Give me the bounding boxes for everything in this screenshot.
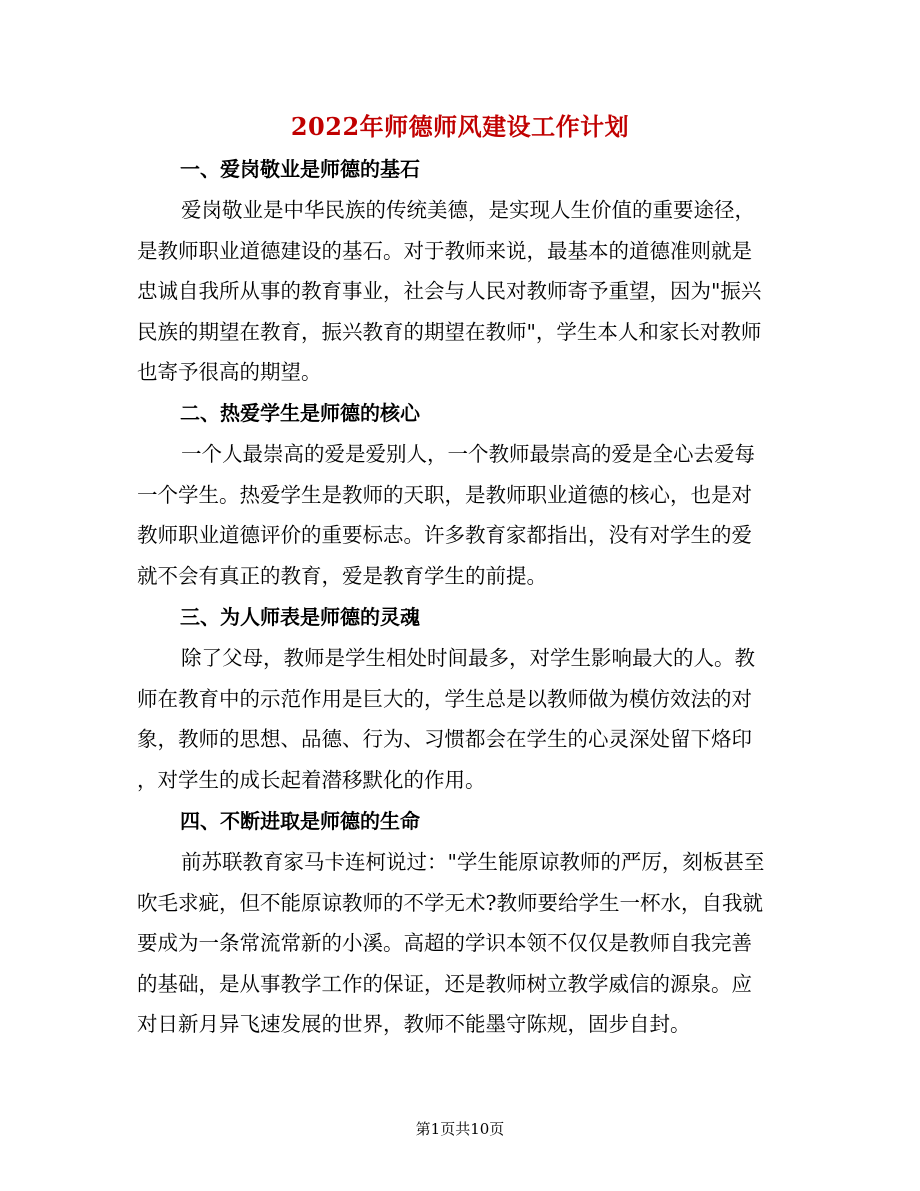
paragraph-line: 前苏联教育家马卡连柯说过："学生能原谅教师的严厉，刻板甚至 bbox=[181, 850, 765, 874]
section-heading-4: 四、不断进取是师德的生命 bbox=[180, 809, 420, 833]
paragraph-line: ，对学生的成长起着潜移默化的作用。 bbox=[137, 767, 486, 792]
paragraph-line: 是教师职业道德建设的基石。对于教师来说，最基本的道德准则就是 bbox=[137, 238, 752, 263]
paragraph-line: 的基础，是从事教学工作的保证，还是教师树立教学威信的源泉。应 bbox=[137, 971, 752, 996]
paragraph-line: 象，教师的思想、品德、行为、习惯都会在学生的心灵深处留下烙印 bbox=[137, 727, 752, 751]
document-title: 2022年师德师风建设工作计划 bbox=[290, 112, 630, 141]
page-footer: 第1页共10页 bbox=[415, 1120, 505, 1138]
paragraph-line: 民族的期望在教育，振兴教育的期望在教师"，学生本人和家长对教师 bbox=[137, 319, 762, 344]
paragraph-line: 忠诚自我所从事的教育事业，社会与人民对教师寄予重望，因为"振兴 bbox=[137, 279, 762, 303]
section-paragraph-1 bbox=[137, 190, 797, 393]
section-heading-3: 三、为人师表是师德的灵魂 bbox=[180, 605, 420, 629]
section-heading-1: 一、爱岗敬业是师德的基石 bbox=[180, 157, 420, 181]
paragraph-line: 要成为一条常流常新的小溪。高超的学识本领不仅仅是教师自我完善 bbox=[137, 931, 752, 955]
paragraph-line: 一个学生。热爱学生是教师的天职，是教师职业道德的核心，也是对 bbox=[137, 482, 752, 507]
section-paragraph-3 bbox=[137, 638, 797, 800]
paragraph-line: 一个人最崇高的爱是爱别人，一个教师最崇高的爱是全心去爱每 bbox=[181, 442, 755, 466]
section-paragraph-4 bbox=[137, 842, 797, 1045]
paragraph-line: 也寄予很高的期望。 bbox=[137, 360, 322, 384]
paragraph-line: 除了父母，教师是学生相处时间最多，对学生影响最大的人。教 bbox=[181, 646, 755, 670]
paragraph-line: 爱岗敬业是中华民族的传统美德，是实现人生价值的重要途径， bbox=[181, 198, 755, 222]
paragraph-line: 对日新月异飞速发展的世界，教师不能墨守陈规，固步自封。 bbox=[137, 1012, 691, 1036]
paragraph-line: 就不会有真正的教育，爱是教育学生的前提。 bbox=[137, 563, 547, 588]
paragraph-line: 教师职业道德评价的重要标志。许多教育家都指出，没有对学生的爱 bbox=[137, 523, 752, 547]
paragraph-line: 吹毛求疵，但不能原谅教师的不学无术?教师要给学生一杯水，自我就 bbox=[137, 890, 763, 915]
section-heading-2: 二、热爱学生是师德的核心 bbox=[180, 401, 420, 425]
paragraph-line: 师在教育中的示范作用是巨大的，学生总是以教师做为模仿效法的对 bbox=[137, 686, 752, 711]
section-paragraph-2 bbox=[137, 434, 797, 596]
